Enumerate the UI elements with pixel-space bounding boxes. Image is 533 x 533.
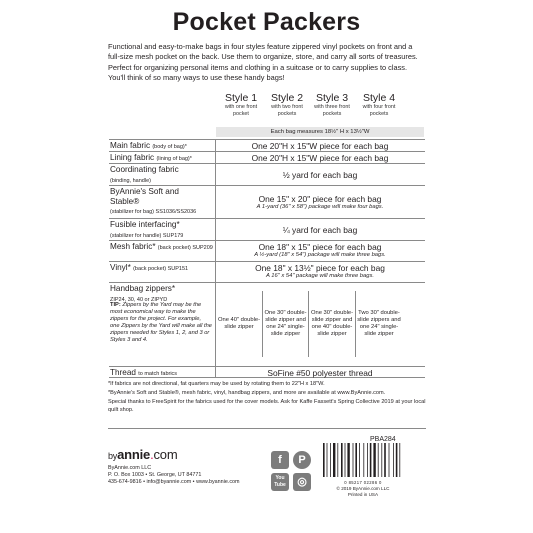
- footnote: Special thanks to FreeSpirit for the fabrics used for the cover models. Ask for Kaffe Fassett's Spring Collective 2019 at your local quilt shop.: [108, 398, 426, 413]
- instagram-icon[interactable]: ◎: [293, 473, 311, 491]
- byannie-logo: byannie.com: [108, 447, 178, 462]
- pinterest-icon[interactable]: P: [293, 451, 311, 469]
- row-coordinating-fabric: [109, 163, 425, 185]
- row-thread: [109, 366, 425, 378]
- row-note: A ½-yard (18" x 54") package will make three bags.: [254, 252, 386, 258]
- row-label: Handbag zippers*: [110, 284, 176, 293]
- row-sublabel: (body of bag)*: [152, 144, 187, 150]
- barcode-digits: 0 85217 02286 0: [344, 480, 382, 485]
- row-sublabel: ZIP24, 30, 40 or ZIPYD: [110, 296, 168, 303]
- social-icons: [271, 451, 313, 495]
- row-label: Main fabric: [110, 141, 151, 150]
- row-handbag-zippers: [109, 282, 425, 366]
- row-label: Thread: [110, 368, 136, 377]
- row-sublabel: (back pocket) SUP209: [157, 245, 213, 251]
- row-label: Fusible interfacing*: [110, 220, 180, 229]
- row-value: One 20"H x 15"W piece for each bag: [251, 153, 389, 163]
- style-1-header: Style 1 with one front pocket: [224, 92, 258, 117]
- row-value: One 18" x 13½" piece for each bag: [255, 263, 385, 273]
- footnotes: [108, 381, 428, 416]
- footnote: *ByAnnie's Soft and Stable®, mesh fabric, vinyl, handbag zippers, and more are available at www.ByAnnie.com.: [108, 389, 386, 396]
- facebook-icon[interactable]: f: [271, 451, 289, 469]
- zipper-style-3: One 30" double-slide zipper and one 40" double-slide zipper: [310, 309, 354, 338]
- pattern-sku: PBA284: [370, 436, 396, 443]
- row-sublabel: (binding, handle): [110, 177, 151, 184]
- row-mesh-fabric: [109, 240, 425, 261]
- row-sublabel: (stabilizer for handle) SUP179: [110, 232, 184, 239]
- youtube-icon[interactable]: You Tube: [271, 473, 289, 491]
- row-sublabel: to match fabrics: [138, 371, 178, 377]
- zipper-style-1: One 40" double-slide zipper: [217, 316, 261, 330]
- row-value: ½ yard for each bag: [282, 170, 358, 180]
- zipper-style-4: Two 30" double-slide zippers and one 24" single-slide zipper: [357, 309, 401, 338]
- row-label: Vinyl*: [110, 263, 131, 272]
- row-value: One 18" x 15" piece for each bag: [258, 242, 382, 252]
- footnote: *If fabrics are not directional, fat quarters may be used by rotating them to 22"H x 18"W.: [108, 381, 325, 387]
- row-fusible-interfacing: [109, 218, 425, 240]
- row-soft-and-stable: [109, 185, 425, 218]
- divider: [108, 428, 426, 429]
- row-label: ByAnnie's Soft and Stable®: [110, 187, 179, 206]
- row-label: Lining fabric: [110, 153, 155, 162]
- row-value: ¼ yard for each bag: [282, 225, 358, 235]
- style-3-header: Style 3 with three front pockets: [314, 92, 350, 117]
- intro-paragraph: Functional and easy-to-make bags in four styles feature zippered vinyl pockets on front and a full-size mesh pocket on the back. Use them to organize, store, and carry all sorts of treasures. Perfect for organizing personal items and clothing in a suitcase or to carry supplies to class. You'll think of so many ways to use these handy bags!: [108, 42, 418, 83]
- row-vinyl: [109, 261, 425, 282]
- row-lining-fabric: [109, 151, 425, 163]
- row-sublabel: (stabilizer for bag) SS1036/SS2036: [110, 209, 197, 216]
- row-note: A 1-yard (36" x 58") package will make four bags.: [256, 204, 384, 210]
- copyright: © 2019 ByAnnie.com LLC Printed in USA: [336, 486, 390, 497]
- style-2-header: Style 2 with two front pockets: [270, 92, 304, 117]
- row-sublabel: (back pocket) SUP151: [133, 266, 189, 272]
- row-label: Coordinating fabric: [110, 165, 179, 174]
- zipper-tip: TIP: Zippers by the Yard may be the most economical way to make the zippers for the project. For example, one Zippers by the Yard will make all the zippers needed for Styles 1, 2, and 3 or Styles 3 and 4.: [110, 302, 212, 344]
- publisher-address: ByAnnie.com LLC P. O. Box 1003 • St. George, UT 84771 435-674-9816 • info@byannie.com • www.byannie.com: [108, 465, 240, 486]
- row-value: One 15" x 20" piece for each bag: [258, 194, 382, 204]
- bag-measurement: Each bag measures 18½" H x 13½"W: [216, 127, 424, 137]
- row-note: A 16" x 54" package will make three bags.: [266, 273, 374, 279]
- row-sublabel: (lining of bag)*: [156, 156, 192, 162]
- row-value: One 20"H x 15"W piece for each bag: [251, 141, 389, 151]
- zipper-style-2: One 30" double-slide zipper and one 24" single-slide zipper: [264, 309, 307, 338]
- page-title: Pocket Packers: [172, 8, 361, 36]
- style-4-header: Style 4 with four front pockets: [362, 92, 396, 117]
- row-label: Mesh fabric*: [110, 242, 156, 251]
- row-value: SoFine #50 polyester thread: [267, 368, 373, 378]
- row-main-fabric: [109, 139, 425, 151]
- barcode: [320, 441, 406, 479]
